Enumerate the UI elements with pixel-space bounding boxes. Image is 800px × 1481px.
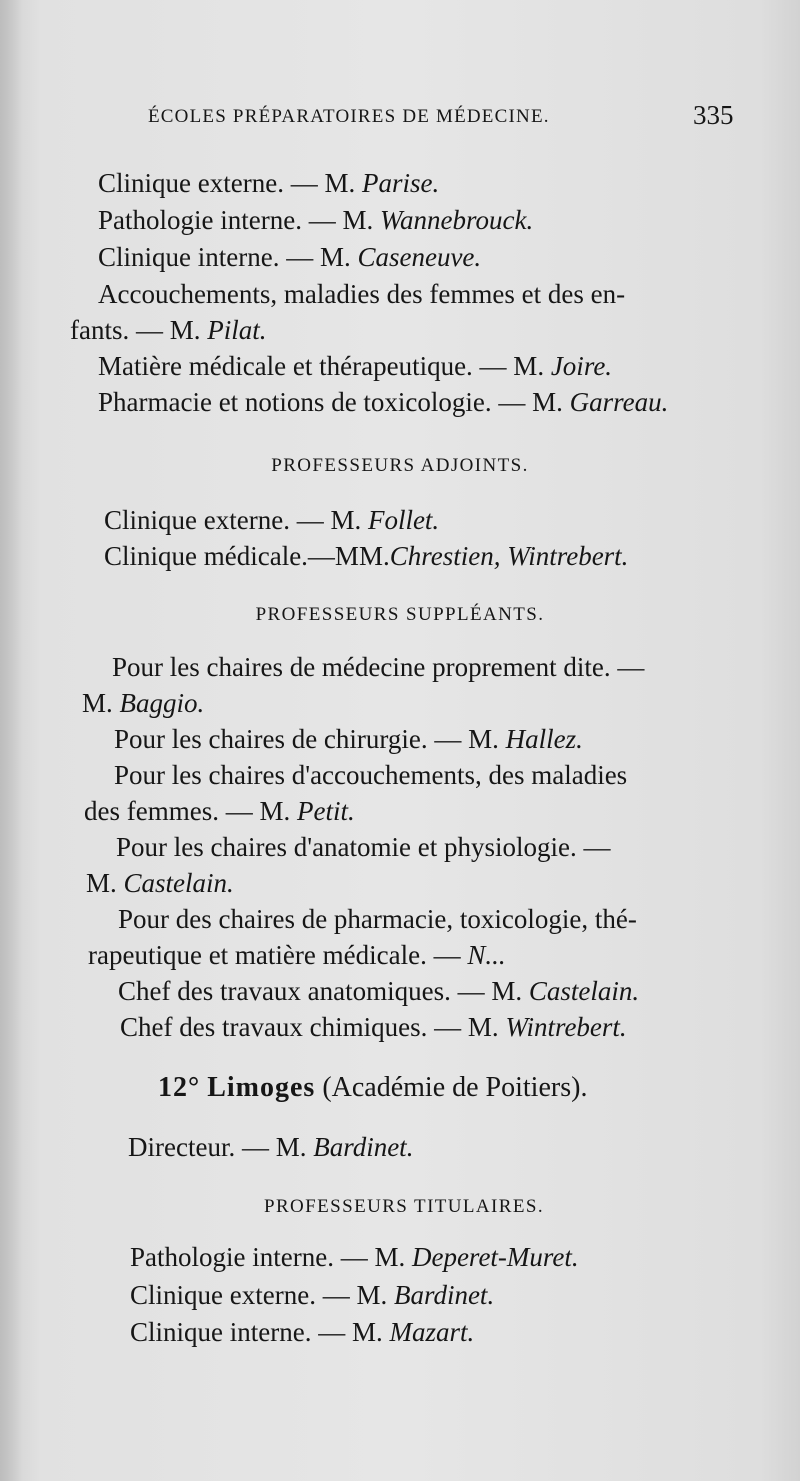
list-item: Clinique interne. — M. Mazart.: [130, 1317, 475, 1347]
page-number: 335: [693, 100, 734, 130]
section-title-limoges: [158, 1072, 587, 1104]
list-item: Pour les chaires d'accouchements, des maladies: [114, 760, 628, 790]
running-head: ÉCOLES PRÉPARATOIRES DE MÉDECINE.: [148, 106, 550, 127]
page-header: [148, 100, 748, 140]
section-number: 12°: [158, 1072, 201, 1103]
list-item: Clinique interne. — M. Caseneuve.: [98, 242, 482, 272]
section-heading-titulaires: PROFESSEURS TITULAIRES.: [264, 1196, 544, 1217]
list-item: Clinique externe. — M. Bardinet.: [130, 1280, 495, 1310]
list-item: Pour les chaires de médecine proprement dite. —: [112, 652, 645, 682]
list-item: Chef des travaux chimiques. — M. Wintrebert.: [120, 1012, 627, 1042]
section-heading-suppleants: PROFESSEURS SUPPLÉANTS.: [255, 604, 545, 625]
section-heading-adjoints: PROFESSEURS ADJOINTS.: [271, 455, 529, 476]
list-item: des femmes. — M. Petit.: [84, 796, 355, 826]
list-item: Clinique externe. — M. Parise.: [98, 168, 440, 198]
list-item: Accouchements, maladies des femmes et des en-: [98, 279, 626, 309]
list-item: M. Baggio.: [82, 688, 205, 718]
list-item: Pour les chaires d'anatomie et physiologie. —: [116, 832, 611, 862]
list-item: Pharmacie et notions de toxicologie. — M. Garreau.: [98, 387, 669, 417]
list-item: Clinique médicale.—MM.Chrestien, Wintrebert.: [104, 541, 629, 571]
list-item: Pour des chaires de pharmacie, toxicologie, thé-: [118, 904, 637, 934]
academy-name: (Académie de Poitiers).: [322, 1072, 588, 1103]
list-item: Pour les chaires de chirurgie. — M. Hallez.: [114, 724, 583, 754]
list-item: fants. — M. Pilat.: [70, 315, 267, 345]
list-item: Pathologie interne. — M. Wannebrouck.: [98, 205, 534, 235]
list-item: rapeutique et matière médicale. — N...: [88, 940, 506, 970]
page-gutter-shadow: [0, 0, 22, 1481]
city-name: Limoges: [207, 1072, 316, 1103]
director-line: Directeur. — M. Bardinet.: [128, 1132, 414, 1162]
list-item: M. Castelain.: [86, 868, 234, 898]
list-item: Clinique externe. — M. Follet.: [104, 505, 440, 535]
list-item: Chef des travaux anatomiques. — M. Castelain.: [118, 976, 640, 1006]
list-item: Pathologie interne. — M. Deperet-Muret.: [130, 1242, 579, 1272]
list-item: Matière médicale et thérapeutique. — M. Joire.: [98, 351, 613, 381]
